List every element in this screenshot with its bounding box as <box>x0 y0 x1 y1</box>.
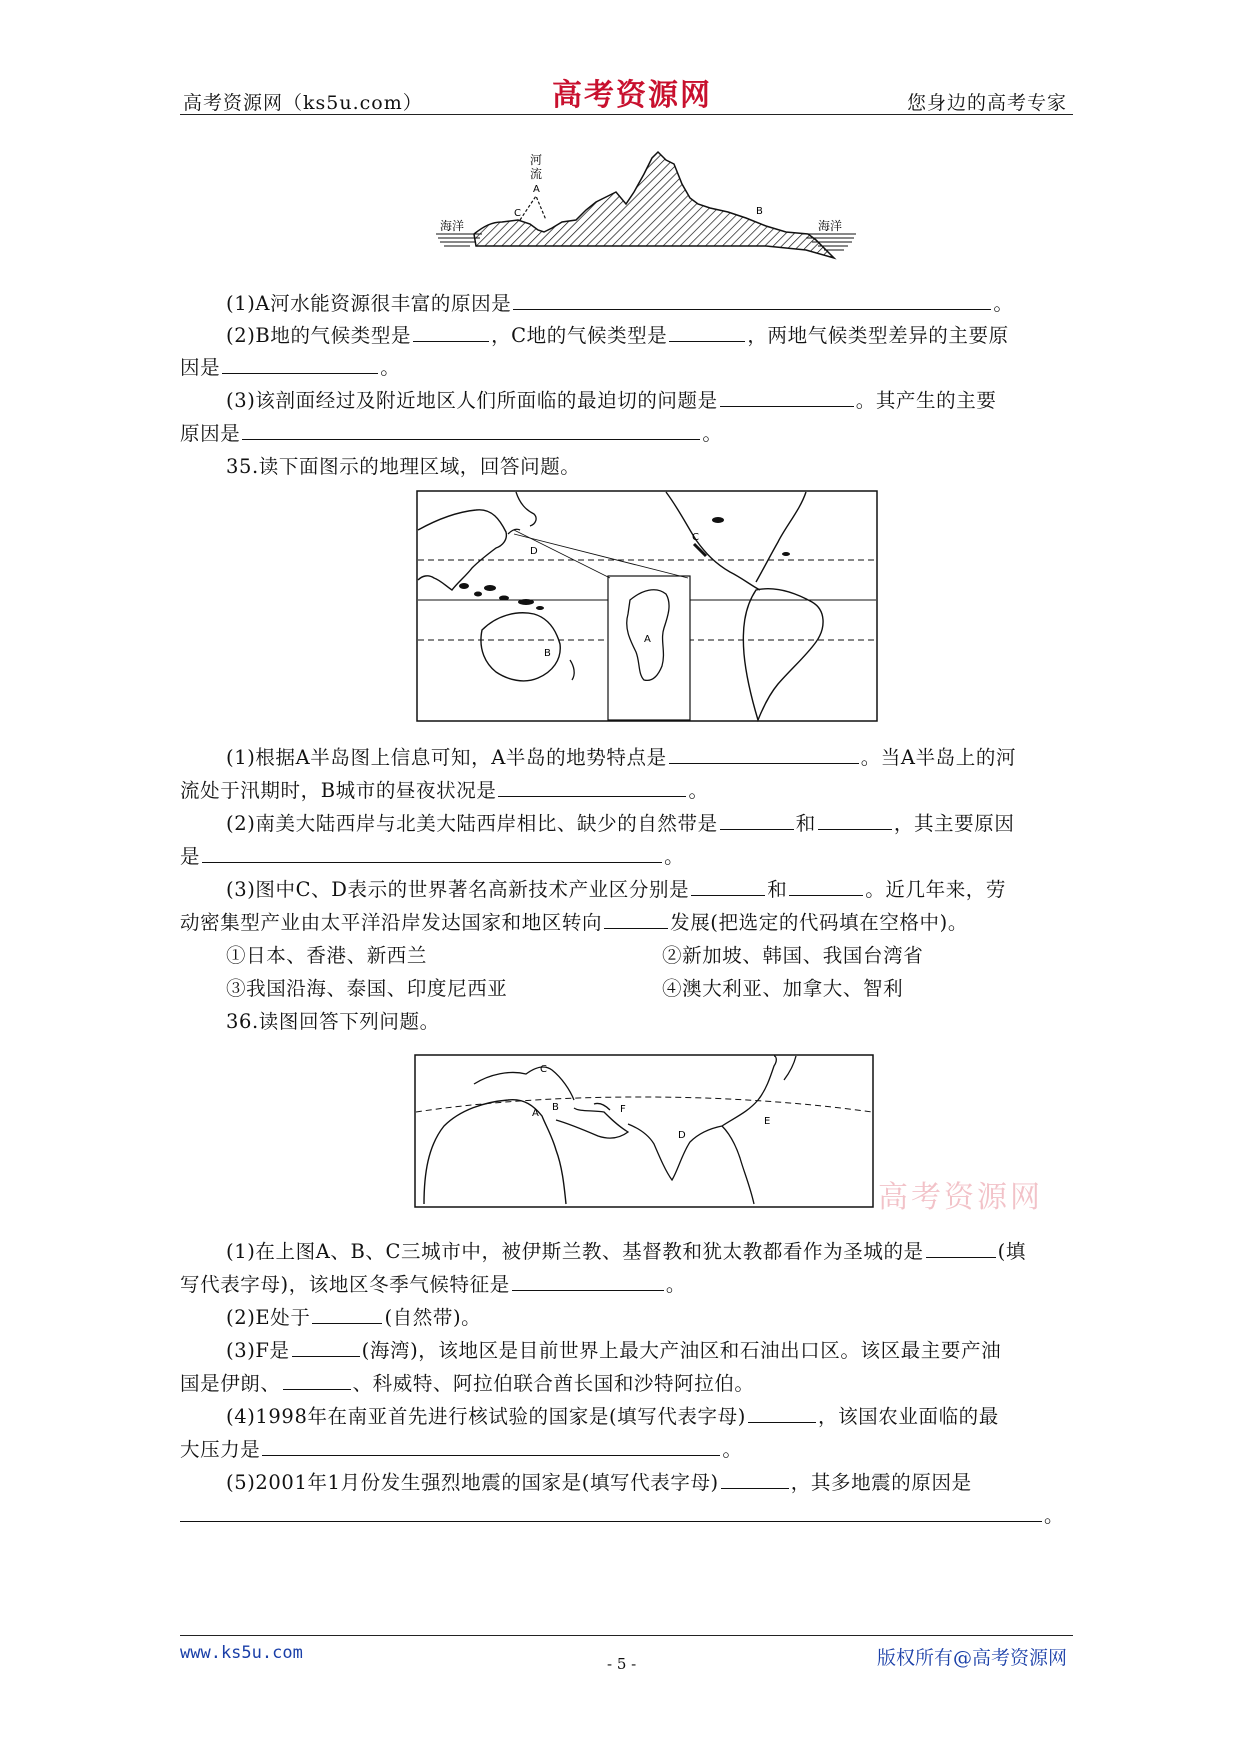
q34-part3-blank-problem[interactable] <box>720 405 854 407</box>
q36-part3-text-a: (3)F是 <box>226 1339 290 1362</box>
header-site-name: 高考资源网（ks5u.com） <box>183 92 423 114</box>
q36-part5 <box>226 1467 972 1495</box>
q35-part2-blank-2[interactable] <box>818 828 892 830</box>
q34-part1-blank[interactable] <box>513 308 991 310</box>
q36-part4-text-c: 大压力是 <box>180 1438 261 1461</box>
q34-part2-blank-reason[interactable] <box>222 372 378 374</box>
q36-part4-blank-country[interactable] <box>748 1421 816 1423</box>
q35-part2-text-b: 和 <box>795 812 816 835</box>
q34-part2-text-b: ，C地的气候类型是 <box>491 324 668 347</box>
map-label-a: A <box>644 634 651 645</box>
map-label-f: F <box>620 1104 626 1115</box>
header-slogan: 您身边的高考专家 <box>906 92 1067 114</box>
q34-part3-text-b: 。其产生的主要 <box>855 389 997 412</box>
q35-option-3: ③我国沿海、泰国、印度尼西亚 <box>226 977 508 1000</box>
q34-part2-end: 。 <box>380 356 401 379</box>
q35-part1-text-a: (1)根据A半岛图上信息可知，A半岛的地势特点是 <box>226 746 667 769</box>
q35-part3-blank-d[interactable] <box>789 894 863 896</box>
q35-part3-text-d: 动密集型产业由太平洋沿岸发达国家和地区转向 <box>180 911 603 934</box>
map-label-d: D <box>678 1130 686 1141</box>
q35-part2-text-d: 是 <box>180 845 201 868</box>
q35-part3-cont <box>180 907 968 935</box>
inset-frame <box>608 576 690 720</box>
q35-option-2: ②新加坡、韩国、我国台湾省 <box>662 944 924 967</box>
q36-part4-cont <box>180 1434 743 1462</box>
q34-part2-text-c: ，两地气候类型差异的主要原 <box>747 324 1009 347</box>
q35-title: 35.读下面图示的地理区域，回答问题。 <box>226 455 581 478</box>
q35-part1 <box>226 742 1016 770</box>
q35-part3-blank-code[interactable] <box>604 927 668 929</box>
q34-part1 <box>226 288 1013 316</box>
q35-part1-blank-daynight[interactable] <box>498 795 686 797</box>
watermark: 高考资源网 <box>878 1180 1043 1215</box>
footer-website-link[interactable]: www.ks5u.com <box>180 1643 303 1663</box>
q36-part1-text-a: (1)在上图A、B、C三城市中，被伊斯兰教、基督教和犹太教都看作为圣城的是 <box>226 1240 924 1263</box>
q35-part1-text-b: 。当A半岛上的河 <box>860 746 1017 769</box>
q35-part3-text-b: 和 <box>767 878 788 901</box>
q36-part2-blank-zone[interactable] <box>312 1322 382 1324</box>
q34-part3-cont <box>180 418 722 446</box>
q34-part2-text-d: 因是 <box>180 356 221 379</box>
q36-part1-text-c: 写代表字母)，该地区冬季气候特征是 <box>180 1273 510 1296</box>
label-ocean-right: 海洋 <box>818 219 843 233</box>
q35-part1-end: 。 <box>688 779 709 802</box>
page-number: - 5 - <box>607 1655 637 1673</box>
q36-part5-blank-reason[interactable] <box>180 1520 1042 1522</box>
q36-part4-blank-pressure[interactable] <box>262 1454 720 1456</box>
footer-copyright: 版权所有@高考资源网 <box>876 1647 1067 1669</box>
q36-part2 <box>226 1302 481 1330</box>
q34-part3-text-a: (3)该剖面经过及附近地区人们所面临的最迫切的问题是 <box>226 389 718 412</box>
footer-rule <box>180 1635 1073 1636</box>
land-profile <box>474 152 834 258</box>
q36-part2-text-a: (2)E处于 <box>226 1306 311 1329</box>
q36-part5-text-b: ，其多地震的原因是 <box>790 1471 972 1494</box>
label-point-a: A <box>533 184 540 195</box>
q36-part3-blank-country[interactable] <box>283 1388 351 1390</box>
q36-part3 <box>226 1335 1001 1363</box>
q36-part4-end: 。 <box>722 1438 743 1461</box>
q36-part4 <box>226 1401 999 1429</box>
q35-part2-text-c: ，其主要原因 <box>893 812 1015 835</box>
q35-part3-text-a: (3)图中C、D表示的世界著名高新技术产业区分别是 <box>226 878 690 901</box>
q36-part1-blank-city[interactable] <box>926 1256 996 1258</box>
q36-part1 <box>226 1236 1026 1264</box>
map-label-e: E <box>764 1116 771 1127</box>
q36-part3-text-b: (海湾)，该地区是目前世界上最大产油区和石油出口区。该区最主要产油 <box>361 1339 1002 1362</box>
label-ocean-left: 海洋 <box>440 219 465 233</box>
q36-part3-text-c: 国是伊朗、 <box>180 1372 281 1395</box>
q34-part1-text: (1)A河水能资源很丰富的原因是 <box>226 292 512 315</box>
q35-part2-cont <box>180 841 684 869</box>
q36-part1-cont <box>180 1269 686 1297</box>
q36-part4-text-b: ，该国农业面临的最 <box>817 1405 999 1428</box>
q35-part2-text-a: (2)南美大陆西岸与北美大陆西岸相比、缺少的自然带是 <box>226 812 718 835</box>
q35-part3 <box>226 874 1006 902</box>
q35-part1-cont <box>180 775 709 803</box>
q34-part2-cont <box>180 352 400 380</box>
label-river-2: 流 <box>530 167 543 181</box>
middle-east-south-asia-map <box>414 1054 874 1208</box>
q36-part3-cont <box>180 1368 755 1396</box>
map-label-a: A <box>532 1108 539 1119</box>
q36-part5-text-a: (5)2001年1月份发生强烈地震的国家是(填写代表字母) <box>226 1471 719 1494</box>
q35-part3-text-e: 发展(把选定的代码填在空格中)。 <box>670 911 968 934</box>
q35-part3-text-c: 。近几年来，劳 <box>865 878 1006 901</box>
label-point-c: C <box>514 208 521 219</box>
q34-part2-blank-c[interactable] <box>669 340 745 342</box>
pacific-region-map <box>416 490 878 722</box>
q35-option-4: ④澳大利亚、加拿大、智利 <box>662 977 904 1000</box>
map-label-c: C <box>692 532 699 543</box>
terrain-profile-figure <box>436 150 856 268</box>
q35-part1-blank-terrain[interactable] <box>669 762 859 764</box>
q34-part1-end: 。 <box>993 292 1014 315</box>
q34-part3 <box>226 385 996 413</box>
q36-part3-blank-gulf[interactable] <box>292 1355 360 1357</box>
header-logo: 高考资源网 <box>552 78 712 113</box>
q34-part3-blank-reason[interactable] <box>242 438 700 440</box>
q35-part1-text-c: 流处于汛期时，B城市的昼夜状况是 <box>180 779 497 802</box>
river-arrow <box>520 196 546 220</box>
q36-part5-cont <box>180 1500 1064 1528</box>
q35-part2-blank-reason[interactable] <box>202 861 662 863</box>
label-point-b: B <box>756 206 763 217</box>
label-river-1: 河 <box>530 153 543 167</box>
q35-option-1: ①日本、香港、新西兰 <box>226 944 428 967</box>
header-rule <box>180 114 1073 115</box>
q35-part2-end: 。 <box>664 845 685 868</box>
q34-part3-end: 。 <box>702 422 723 445</box>
q36-part1-blank-climate[interactable] <box>512 1289 664 1291</box>
q36-part3-text-d: 、科威特、阿拉伯联合酋长国和沙特阿拉伯。 <box>352 1372 755 1395</box>
q36-part1-text-b: (填 <box>997 1240 1026 1263</box>
map-label-b: B <box>544 648 551 659</box>
q34-part2-text-a: (2)B地的气候类型是 <box>226 324 412 347</box>
q36-part2-text-b: (自然带)。 <box>384 1306 482 1329</box>
q35-part2 <box>226 808 1014 836</box>
q34-part3-text-c: 原因是 <box>180 422 241 445</box>
map-label-c: C <box>540 1064 547 1075</box>
map-label-d: D <box>530 546 538 557</box>
q36-part5-end: 。 <box>1044 1504 1065 1527</box>
q34-part2-blank-b[interactable] <box>413 340 489 342</box>
q36-part5-blank-country[interactable] <box>721 1487 789 1489</box>
q36-part4-text-a: (4)1998年在南亚首先进行核试验的国家是(填写代表字母) <box>226 1405 746 1428</box>
q36-title: 36.读图回答下列问题。 <box>226 1010 440 1033</box>
q36-part1-end: 。 <box>665 1273 686 1296</box>
map-label-b: B <box>552 1102 559 1113</box>
q35-part2-blank-1[interactable] <box>720 828 794 830</box>
q35-part3-blank-c[interactable] <box>691 894 765 896</box>
q34-part2 <box>226 320 1009 348</box>
